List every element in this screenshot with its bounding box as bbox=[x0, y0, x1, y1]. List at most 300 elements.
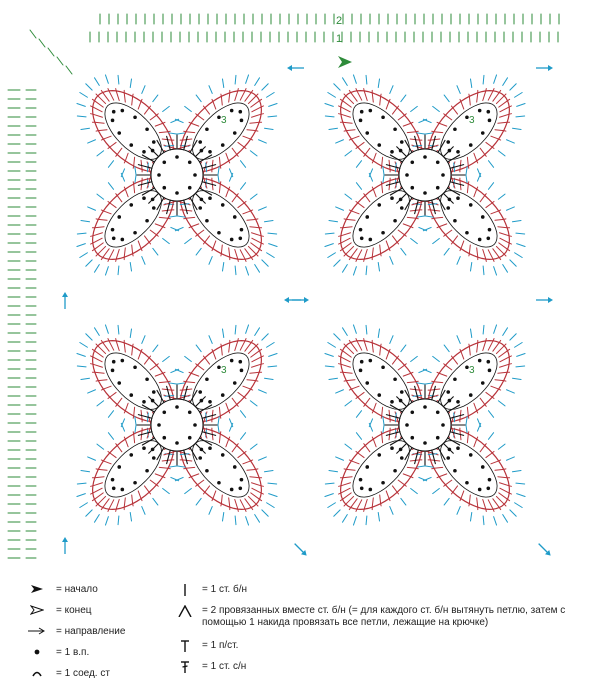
petal-dc-stitch bbox=[469, 346, 470, 355]
petal-sc-round bbox=[378, 263, 379, 272]
petal-dc-stitch bbox=[461, 491, 464, 499]
petal-sc-round bbox=[177, 383, 186, 384]
direction-arrow bbox=[536, 65, 553, 71]
petal-dc-cap bbox=[251, 389, 253, 390]
chain-dot bbox=[400, 206, 404, 210]
petal-sc-round bbox=[515, 503, 523, 508]
petal-dc-stitch bbox=[110, 453, 116, 458]
petal-dc-stitch bbox=[252, 357, 261, 362]
petal-sc-round bbox=[235, 266, 236, 275]
petal-dc-stitch bbox=[453, 236, 458, 242]
petal-dc-stitch bbox=[124, 93, 125, 102]
petal-dc-stitch bbox=[226, 403, 229, 411]
chain-dot bbox=[121, 109, 125, 113]
petal-dc-cap bbox=[356, 201, 358, 202]
round-label-1: 1 bbox=[336, 33, 343, 45]
petal-dc-stitch bbox=[109, 341, 114, 350]
center-sc-stitch bbox=[184, 450, 188, 464]
chain-dot bbox=[423, 191, 427, 195]
petal-dc-stitch bbox=[343, 477, 352, 478]
petal-dc-stitch bbox=[500, 107, 509, 112]
petal-dc-stitch bbox=[235, 341, 238, 351]
petal-sc-round bbox=[118, 516, 119, 525]
petal-dc-stitch bbox=[486, 453, 492, 458]
chain-dot bbox=[112, 110, 116, 114]
petal-dc-stitch bbox=[103, 342, 109, 351]
petal-dc-stitch bbox=[351, 136, 359, 139]
petal-dc-stitch bbox=[116, 91, 119, 101]
petal-sc-round bbox=[265, 378, 274, 379]
petal-dc-cap bbox=[344, 94, 346, 96]
petal-sc-round bbox=[494, 267, 497, 275]
petal-dc-stitch bbox=[392, 108, 397, 114]
petal-sc-round bbox=[105, 325, 108, 333]
petal-dc-cap bbox=[437, 372, 439, 373]
petal-sc-round bbox=[262, 84, 268, 90]
petal-sc-round bbox=[401, 345, 406, 352]
chain-dot bbox=[478, 238, 482, 242]
petal-dc-stitch bbox=[500, 233, 510, 236]
petal-dc-cap bbox=[196, 364, 198, 365]
chain-dot bbox=[360, 360, 364, 364]
chain-dot bbox=[198, 206, 202, 210]
petal-dc-cap bbox=[101, 389, 103, 390]
petal-dc-stitch bbox=[247, 469, 256, 470]
chain-dot bbox=[129, 393, 133, 397]
petal-sc-round bbox=[246, 75, 249, 83]
petal-sc-round bbox=[343, 265, 348, 273]
petal-dc-stitch bbox=[93, 364, 103, 367]
petal-sc-round bbox=[516, 116, 525, 117]
chain-dot bbox=[423, 405, 427, 409]
petal-dc-cap bbox=[340, 99, 342, 100]
chain-dot bbox=[377, 203, 381, 207]
petal-sc-round bbox=[345, 444, 352, 449]
petal-dc-stitch bbox=[245, 499, 251, 508]
petal-dc-stitch bbox=[488, 341, 493, 350]
petal-sc-round bbox=[185, 238, 192, 243]
petal-sc-round bbox=[209, 86, 212, 94]
chain-dot bbox=[208, 150, 212, 154]
petal-sc-round bbox=[77, 233, 86, 234]
petal-dc-cap bbox=[203, 356, 204, 358]
petal-dc-stitch bbox=[357, 91, 362, 100]
petal-dc-cap bbox=[251, 340, 252, 342]
petal-dc-cap bbox=[356, 147, 358, 148]
petal-sc-round bbox=[325, 366, 334, 367]
petal-dc-stitch bbox=[144, 486, 149, 492]
petal-dc-stitch bbox=[469, 96, 470, 105]
center-sc-stitch bbox=[138, 432, 152, 436]
petal-dc-cap bbox=[477, 437, 478, 439]
chain-dot bbox=[488, 369, 492, 373]
petal-dc-cap bbox=[244, 147, 246, 148]
petal-sc-round bbox=[329, 470, 338, 471]
petal-dc-cap bbox=[349, 389, 351, 390]
legend-label-direction: = направление bbox=[56, 626, 126, 637]
petal-sc-round bbox=[457, 86, 460, 94]
chain-dot bbox=[221, 453, 225, 457]
petal-dc-stitch bbox=[499, 351, 508, 357]
petal-dc-stitch bbox=[205, 358, 210, 364]
petal-sc-round bbox=[433, 356, 440, 361]
petal-sc-round bbox=[369, 173, 372, 181]
petal-dc-stitch bbox=[461, 101, 464, 109]
petal-dc-stitch bbox=[467, 407, 468, 416]
petal-dc-cap bbox=[477, 161, 478, 163]
petal-dc-stitch bbox=[483, 500, 486, 510]
petal-dc-cap bbox=[101, 90, 102, 92]
chain-dot bbox=[129, 143, 133, 147]
chain-dot bbox=[360, 236, 364, 240]
chain-dot bbox=[198, 390, 202, 394]
border-corner-stitch bbox=[30, 30, 36, 38]
petal-sc-round bbox=[516, 366, 525, 367]
petal-dc-stitch bbox=[488, 91, 493, 100]
petal-dc-stitch bbox=[229, 248, 230, 257]
petal-dc-cap bbox=[229, 161, 230, 163]
petal-dc-stitch bbox=[252, 488, 261, 493]
chain-dot bbox=[365, 381, 369, 385]
petal-dc-stitch bbox=[186, 217, 195, 218]
petal-dc-stitch bbox=[373, 403, 376, 411]
chain-dot bbox=[456, 150, 460, 154]
petal-dc-stitch bbox=[219, 407, 220, 416]
petal-sc-round bbox=[390, 86, 393, 94]
petal-dc-stitch bbox=[453, 108, 458, 114]
petal-sc-round bbox=[209, 257, 212, 265]
petal-dc-stitch bbox=[342, 351, 351, 357]
chain-dot bbox=[377, 453, 381, 457]
petal-dc-stitch bbox=[358, 203, 364, 208]
petal-dc-stitch bbox=[445, 480, 451, 485]
petal-dc-stitch bbox=[155, 373, 163, 376]
petal-sc-round bbox=[483, 75, 484, 84]
direction-arrow bbox=[62, 292, 68, 309]
petal-dc-cap bbox=[237, 194, 238, 196]
petal-sc-round bbox=[142, 86, 145, 94]
petal-dc-stitch bbox=[477, 498, 478, 507]
petal-sc-round bbox=[345, 401, 352, 406]
chain-dot bbox=[145, 219, 149, 223]
petal-dc-cap bbox=[437, 477, 439, 478]
petal-dc-stitch bbox=[229, 498, 230, 507]
petal-dc-stitch bbox=[103, 92, 109, 101]
petal-dc-stitch bbox=[407, 132, 416, 133]
center-sc-stitch bbox=[397, 193, 407, 203]
petal-sc-round bbox=[517, 244, 525, 247]
petal-dc-stitch bbox=[364, 91, 367, 101]
petal-sc-round bbox=[378, 79, 379, 88]
petal-dc-stitch bbox=[245, 249, 251, 258]
petal-dc-stitch bbox=[252, 364, 262, 367]
petal-sc-round bbox=[417, 383, 426, 384]
petal-dc-cap bbox=[256, 504, 258, 506]
petal-dc-stitch bbox=[134, 407, 135, 416]
petal-sc-round bbox=[269, 103, 277, 106]
petal-dc-stitch bbox=[500, 114, 510, 117]
chain-dot-icon bbox=[28, 647, 46, 661]
petal-dc-stitch bbox=[243, 461, 251, 464]
petal-sc-round bbox=[466, 175, 467, 184]
petal-dc-stitch bbox=[155, 474, 163, 477]
petal-dc-stitch bbox=[500, 238, 509, 243]
petal-dc-stitch bbox=[103, 386, 111, 389]
petal-dc-stitch bbox=[480, 445, 485, 451]
legend-label-slip: = 1 соед. ст bbox=[56, 668, 110, 679]
petal-dc-stitch bbox=[341, 233, 351, 236]
petal-sc-round bbox=[169, 133, 178, 134]
petal-sc-round bbox=[507, 390, 515, 393]
petal-sc-round bbox=[80, 253, 88, 258]
petal-dc-stitch bbox=[493, 342, 499, 351]
chain-dot bbox=[205, 469, 209, 473]
petal-dc-stitch bbox=[434, 132, 443, 133]
petal-dc-cap bbox=[411, 372, 413, 373]
chain-dot bbox=[205, 377, 209, 381]
petal-sc-round bbox=[121, 173, 124, 181]
chain-dot bbox=[410, 186, 414, 190]
petal-dc-stitch bbox=[351, 211, 359, 214]
petal-dc-stitch bbox=[226, 153, 229, 161]
petal-dc-cap bbox=[203, 492, 204, 494]
petal-dc-cap bbox=[340, 249, 342, 250]
petal-sc-round bbox=[334, 510, 340, 516]
center-sc-stitch bbox=[202, 182, 216, 186]
petal-sc-round bbox=[255, 515, 260, 523]
chain-dot bbox=[217, 481, 221, 485]
petal-dc-stitch bbox=[110, 203, 116, 208]
petal-dc-stitch bbox=[197, 480, 203, 485]
center-sc-stitch bbox=[450, 415, 464, 419]
petal-dc-stitch bbox=[403, 224, 411, 227]
petal-dc-stitch bbox=[243, 136, 251, 139]
petal-sc-round bbox=[383, 175, 384, 184]
chain-dot bbox=[486, 236, 490, 240]
chain-dot bbox=[436, 186, 440, 190]
petal-dc-cap bbox=[260, 349, 262, 350]
petal-dc-stitch bbox=[500, 488, 509, 493]
petal-sc-round bbox=[130, 329, 131, 338]
petal-dc-stitch bbox=[403, 123, 411, 126]
petal-dc-stitch bbox=[98, 246, 106, 254]
petal-dc-stitch bbox=[243, 386, 251, 389]
petal-dc-stitch bbox=[226, 439, 229, 447]
petal-sc-round bbox=[444, 498, 449, 505]
petal-dc-stitch bbox=[499, 493, 508, 499]
border-corner-stitch bbox=[57, 57, 63, 65]
petal-dc-stitch bbox=[445, 230, 451, 235]
petal-sc-round bbox=[262, 334, 268, 340]
petal-dc-stitch bbox=[238, 142, 244, 147]
chain-dot bbox=[233, 381, 237, 385]
chain-dot bbox=[111, 369, 115, 373]
petal-dc-cap bbox=[212, 349, 213, 351]
petal-sc-round bbox=[383, 167, 384, 176]
center-sc-stitch bbox=[184, 136, 188, 150]
petal-sc-round bbox=[229, 173, 232, 181]
petal-dc-cap bbox=[96, 254, 98, 256]
petal-sc-round bbox=[130, 513, 131, 522]
petal-sc-round bbox=[269, 244, 277, 247]
chain-dot bbox=[230, 238, 234, 242]
petal-sc-round bbox=[366, 516, 367, 525]
chain-dot bbox=[111, 119, 115, 123]
petal-dc-stitch bbox=[150, 115, 156, 120]
petal-sc-round bbox=[411, 238, 418, 243]
petal-dc-cap bbox=[92, 99, 94, 100]
petal-dc-cap bbox=[251, 210, 253, 211]
petal-dc-cap bbox=[499, 258, 500, 260]
petal-dc-stitch bbox=[251, 351, 260, 357]
petal-dc-stitch bbox=[132, 495, 133, 504]
petal-sc-round bbox=[356, 433, 361, 440]
direction-arrow bbox=[537, 542, 553, 558]
petal-sc-round bbox=[80, 503, 88, 508]
petal-dc-stitch bbox=[382, 434, 383, 443]
petal-dc-stitch bbox=[238, 392, 244, 397]
chain-dot bbox=[393, 469, 397, 473]
petal-sc-round bbox=[366, 325, 367, 334]
petal-sc-round bbox=[88, 140, 96, 143]
chain-dot bbox=[481, 131, 485, 135]
petal-dc-cap bbox=[141, 99, 142, 101]
petal-dc-cap bbox=[229, 187, 230, 189]
petal-sc-round bbox=[77, 103, 85, 106]
petal-dc-cap bbox=[364, 155, 365, 157]
petal-dc-stitch bbox=[491, 136, 499, 139]
petal-dc-stitch bbox=[467, 434, 468, 443]
petal-dc-stitch bbox=[439, 474, 447, 477]
petal-dc-stitch bbox=[94, 493, 103, 499]
petal-dc-stitch bbox=[103, 136, 111, 139]
chain-dot bbox=[393, 127, 397, 131]
petal-sc-round bbox=[425, 383, 434, 384]
center-sc-stitch bbox=[138, 415, 152, 419]
petal-sc-round bbox=[334, 260, 340, 266]
petal-sc-round bbox=[417, 466, 426, 467]
petal-dc-cap bbox=[349, 210, 351, 211]
petal-dc-stitch bbox=[248, 96, 256, 104]
petal-sc-round bbox=[423, 369, 431, 372]
petal-sc-round bbox=[97, 194, 104, 199]
chain-dot bbox=[400, 140, 404, 144]
chain-dot bbox=[405, 173, 409, 177]
petal-dc-stitch bbox=[235, 250, 238, 260]
petal-sc-round bbox=[267, 253, 275, 258]
petal-dc-stitch bbox=[134, 434, 135, 443]
center-sc-stitch bbox=[450, 165, 464, 169]
petal-dc-stitch bbox=[95, 372, 104, 373]
center-sc-stitch bbox=[184, 200, 188, 214]
petal-dc-stitch bbox=[98, 469, 107, 470]
petal-sc-round bbox=[259, 140, 267, 143]
petal-dc-stitch bbox=[250, 227, 259, 228]
petal-dc-stitch bbox=[138, 491, 141, 499]
petal-sc-round bbox=[498, 151, 505, 156]
chain-dot bbox=[238, 486, 242, 490]
petal-sc-round bbox=[171, 227, 179, 230]
petal-sc-round bbox=[222, 263, 223, 272]
petal-dc-stitch bbox=[386, 101, 389, 109]
petal-sc-round bbox=[255, 78, 260, 86]
petal-sc-round bbox=[240, 433, 245, 440]
chain-dot bbox=[377, 393, 381, 397]
petal-sc-round bbox=[325, 233, 334, 234]
petal-dc-stitch bbox=[117, 445, 122, 451]
chain-dot bbox=[410, 436, 414, 440]
petal-dc-stitch bbox=[93, 233, 103, 236]
petal-sc-round bbox=[81, 220, 90, 221]
petal-sc-round bbox=[80, 93, 88, 98]
petal-dc-stitch bbox=[132, 346, 133, 355]
petal-dc-stitch bbox=[496, 346, 504, 354]
chain-dot bbox=[175, 155, 179, 159]
petal-dc-stitch bbox=[341, 483, 351, 486]
petal-dc-cap bbox=[389, 349, 390, 351]
petal-sc-round bbox=[235, 325, 236, 334]
petal-dc-stitch bbox=[150, 365, 156, 370]
chain-dot bbox=[145, 127, 149, 131]
chain-dot bbox=[142, 196, 146, 200]
petal-sc-round bbox=[353, 325, 356, 333]
petal-dc-stitch bbox=[144, 358, 149, 364]
chain-dot bbox=[488, 119, 492, 123]
chain-dot bbox=[486, 486, 490, 490]
petal-dc-stitch bbox=[116, 250, 119, 260]
chain-dot bbox=[359, 478, 363, 482]
petal-sc-round bbox=[95, 265, 100, 273]
petal-dc-stitch bbox=[486, 392, 492, 397]
petal-sc-round bbox=[494, 325, 497, 333]
petal-dc-cap bbox=[349, 258, 350, 260]
petal-dc-stitch bbox=[229, 343, 230, 352]
petal-dc-stitch bbox=[226, 189, 229, 197]
petal-dc-cap bbox=[349, 90, 350, 92]
petal-sc-round bbox=[153, 248, 158, 255]
petal-dc-stitch bbox=[380, 346, 381, 355]
motif-start-label: 3 bbox=[221, 365, 227, 376]
chain-dot bbox=[436, 160, 440, 164]
petal-sc-round bbox=[345, 194, 352, 199]
petal-dc-cap bbox=[372, 411, 373, 413]
petal-dc-stitch bbox=[150, 230, 156, 235]
motif-start-label: 3 bbox=[469, 365, 475, 376]
direction-arrow bbox=[284, 297, 301, 303]
center-sc-stitch bbox=[167, 450, 171, 464]
chain-dot bbox=[369, 238, 373, 242]
petal-dc-stitch bbox=[342, 493, 351, 499]
petal-dc-stitch bbox=[252, 238, 261, 243]
petal-dc-stitch bbox=[250, 122, 259, 123]
petal-dc-stitch bbox=[364, 250, 367, 260]
petal-sc-round bbox=[411, 488, 418, 493]
chain-dot bbox=[488, 478, 492, 482]
petal-dc-stitch bbox=[98, 380, 107, 381]
petal-dc-stitch bbox=[434, 217, 443, 218]
petal-dc-stitch bbox=[247, 380, 256, 381]
petal-dc-stitch bbox=[205, 236, 210, 242]
chain-dot bbox=[175, 191, 179, 195]
petal-sc-round bbox=[366, 266, 367, 275]
center-sc-stitch bbox=[415, 386, 419, 400]
petal-dc-cap bbox=[508, 99, 510, 100]
motif-start-label: 3 bbox=[221, 115, 227, 126]
petal-sc-round bbox=[329, 128, 338, 129]
petal-sc-round bbox=[328, 253, 336, 258]
petal-dc-cap bbox=[212, 499, 213, 501]
petal-dc-stitch bbox=[150, 480, 156, 485]
